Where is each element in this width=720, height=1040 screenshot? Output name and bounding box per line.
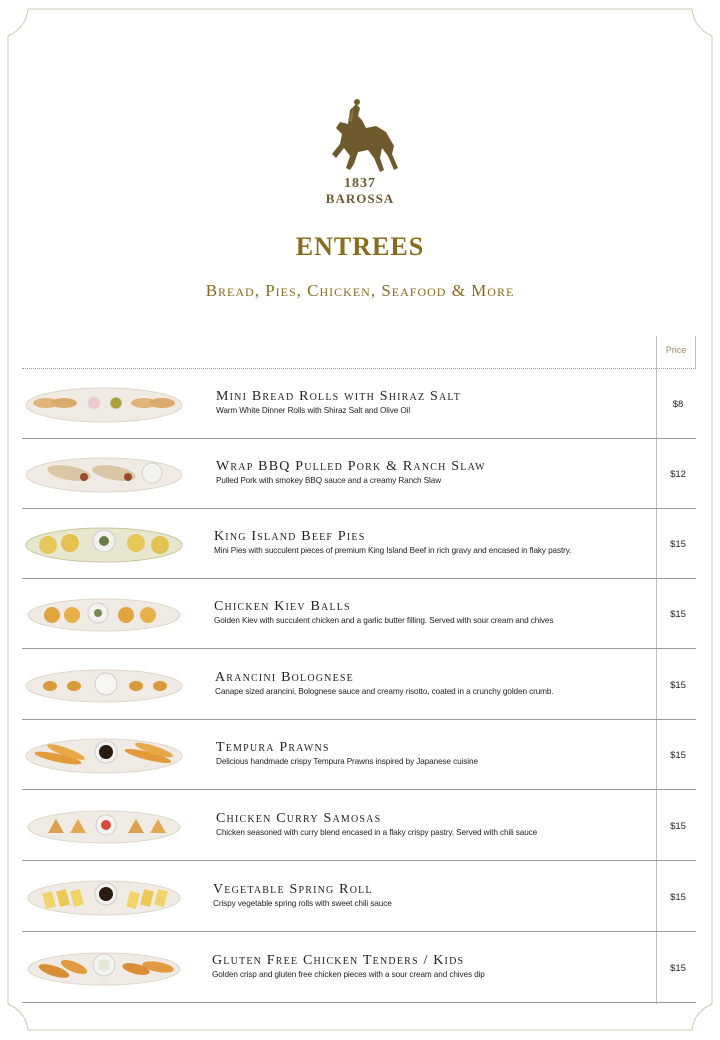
spring-roll-plate-image <box>24 876 184 916</box>
menu-item <box>22 720 696 790</box>
dish-name: Chicken Curry Samosas <box>216 811 382 826</box>
menu-item <box>22 862 696 932</box>
dish-name: Arancini Bolognese <box>215 670 354 685</box>
dish-name: Chicken Kiev Balls <box>214 599 351 614</box>
menu-item <box>22 650 696 720</box>
tempura-prawns-plate-image <box>24 734 184 774</box>
row-divider <box>22 860 696 861</box>
dish-description: Pulled Pork with smokey BBQ sauce and a creamy Ranch Slaw <box>216 476 442 485</box>
page-title: ENTREES <box>295 232 425 261</box>
dish-description: Crispy vegetable spring rolls with sweet chili sauce <box>213 899 392 908</box>
dish-description: Mini Pies with succulent pieces of premium King Island Beef in rich gravy and encased in flaky pastry. <box>214 546 572 555</box>
price-column-header: Price <box>665 345 687 355</box>
menu-item <box>22 369 696 439</box>
row-divider <box>22 931 696 932</box>
dish-price: $15 <box>670 680 686 691</box>
dish-price: $15 <box>670 539 686 550</box>
menu-item <box>22 579 696 649</box>
dish-name: Vegetable Spring Roll <box>213 882 373 897</box>
kiev-balls-plate-image <box>24 593 184 633</box>
row-divider <box>22 789 696 790</box>
dish-price: $15 <box>670 821 686 832</box>
dish-price: $15 <box>670 750 686 761</box>
dish-name: King Island Beef Pies <box>214 529 366 544</box>
menu-item <box>22 791 696 861</box>
beef-pies-plate-image <box>24 523 184 563</box>
brand-year: 1837 <box>344 176 376 191</box>
dish-price: $12 <box>670 469 686 480</box>
dish-description: Chicken seasoned with curry blend encased in a flaky crispy pastry. Served with chili sauce <box>216 828 538 837</box>
price-header-border <box>695 336 696 368</box>
chicken-tenders-plate-image <box>24 947 184 987</box>
dish-description: Delicious handmade crispy Tempura Prawns inspired by Japanese cuisine <box>216 757 478 766</box>
page-subtitle: Bread, Pies, Chicken, Seafood & More <box>205 281 515 300</box>
dish-description: Golden Kiev with succulent chicken and a garlic butter filling. Served with sour cream and chives <box>214 616 554 625</box>
dish-name: Wrap BBQ Pulled Pork & Ranch Slaw <box>216 459 486 474</box>
dish-description: Canape sized arancini, Bolognese sauce and creamy risotto, coated in a crunchy golden crumb. <box>215 687 554 696</box>
samosas-plate-image <box>24 805 184 845</box>
bbq-wrap-plate-image <box>24 453 184 493</box>
brand-logo <box>310 98 410 206</box>
brand-name: BAROSSA <box>325 191 395 206</box>
row-divider <box>22 648 696 649</box>
dish-name: Tempura Prawns <box>216 740 330 755</box>
dish-description: Golden crisp and gluten free chicken pieces with a sour cream and chives dip <box>212 970 485 979</box>
bread-rolls-plate-image <box>24 383 184 423</box>
dish-price: $15 <box>670 963 686 974</box>
menu-item <box>22 933 696 1003</box>
dish-price: $15 <box>670 892 686 903</box>
dish-name: Gluten Free Chicken Tenders / Kids <box>212 953 465 968</box>
menu-item <box>22 439 696 509</box>
row-divider <box>22 1002 696 1003</box>
dish-price: $15 <box>670 609 686 620</box>
dish-name: Mini Bread Rolls with Shiraz Salt <box>216 389 462 404</box>
dish-description: Warm White Dinner Rolls with Shiraz Salt and Olive Oil <box>216 406 411 415</box>
horse-rider-icon <box>310 98 410 178</box>
menu-item <box>22 509 696 579</box>
arancini-plate-image <box>24 664 184 704</box>
dish-price: $8 <box>672 399 684 410</box>
